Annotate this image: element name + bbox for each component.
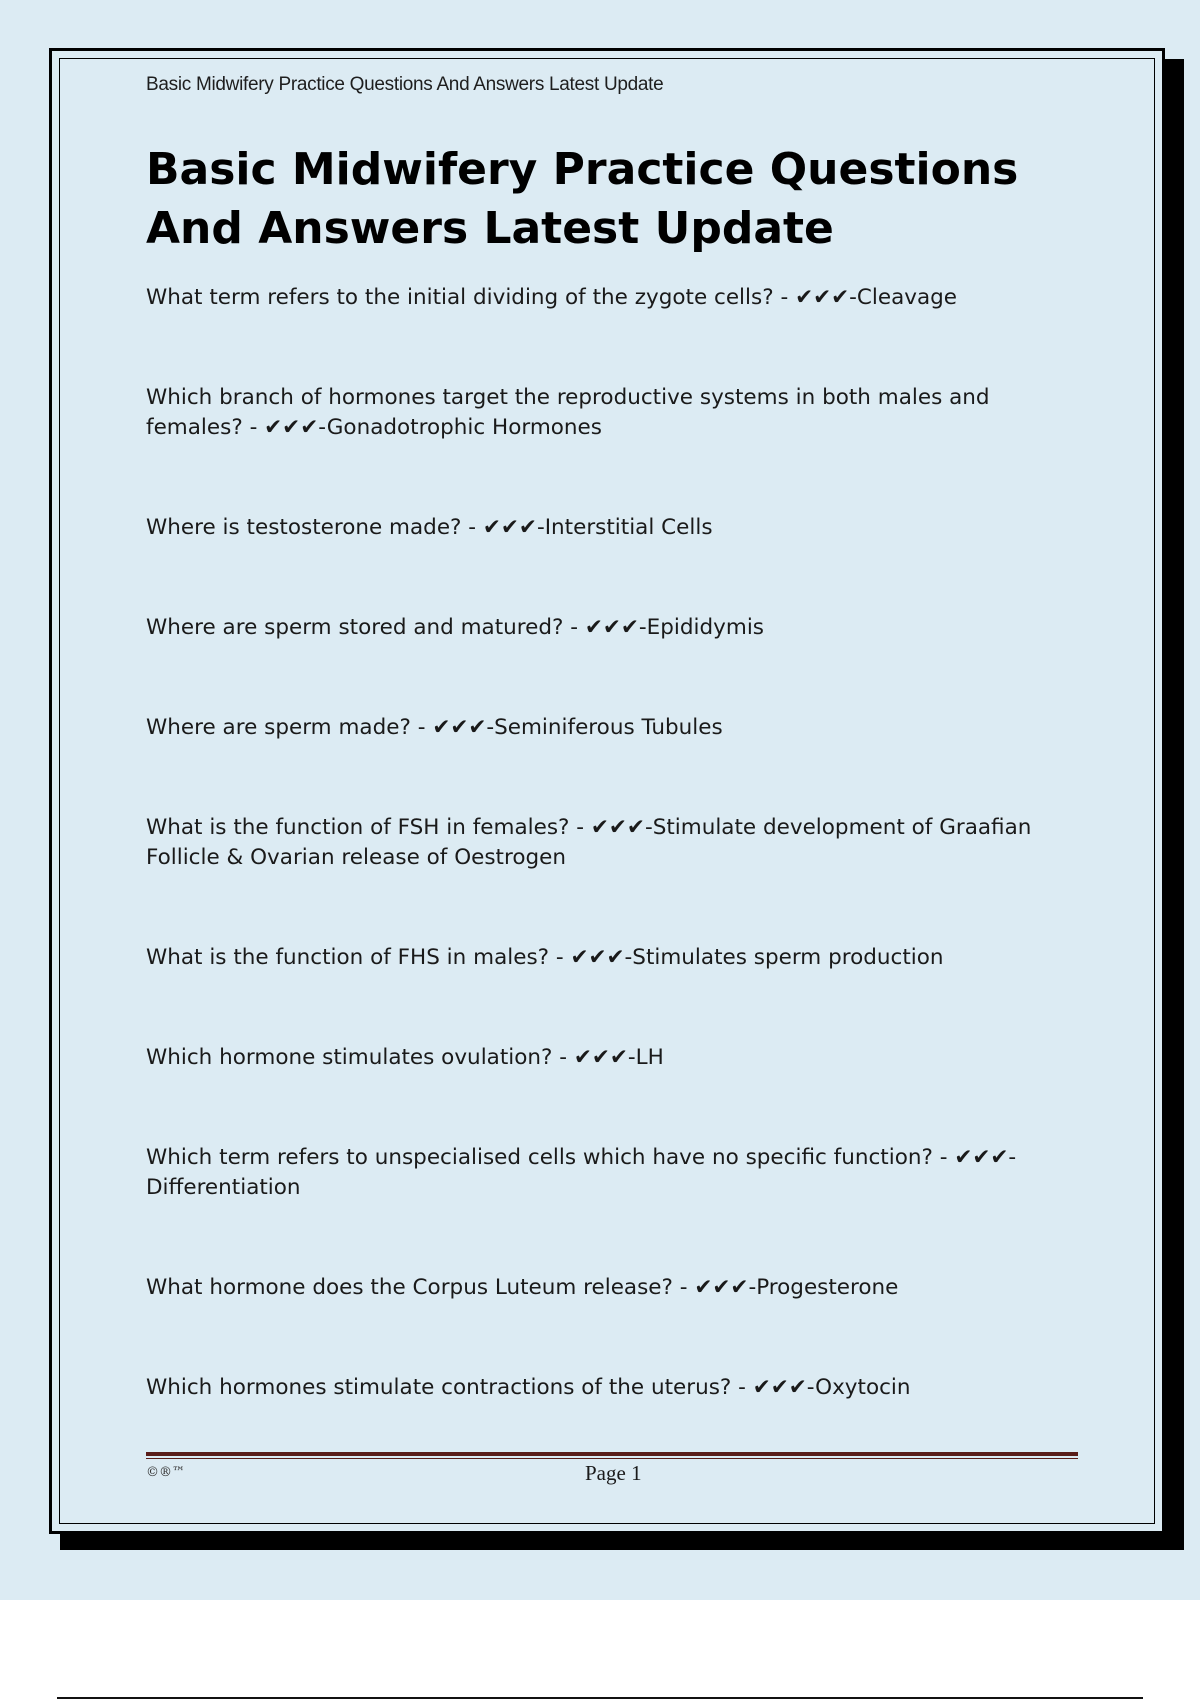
qa-item — [146, 1143, 1076, 1203]
check-marks: ✔✔✔ — [694, 1275, 749, 1300]
question-text: Which branch of hormones target the reproductive systems in both males and females? - — [146, 385, 990, 440]
answer-text: -LH — [627, 1045, 664, 1070]
check-marks: ✔✔✔ — [573, 1045, 628, 1070]
qa-item — [146, 713, 1076, 743]
document-title: Basic Midwifery Practice Questions And Answers Latest Update — [146, 144, 1019, 254]
footer-rule-thin — [146, 1458, 1078, 1459]
qa-item — [146, 383, 1076, 443]
qa-list — [146, 283, 1076, 1473]
question-text: Where is testosterone made? - — [146, 515, 477, 540]
qa-item — [146, 1273, 1076, 1303]
question-text: Which term refers to unspecialised cells which have no specific function? - — [146, 1145, 948, 1170]
check-marks: ✔✔✔ — [482, 515, 537, 540]
qa-item — [146, 283, 1076, 313]
next-page-divider — [57, 1697, 1143, 1699]
check-marks: ✔✔✔ — [954, 1145, 1009, 1170]
question-text: Where are sperm stored and matured? - — [146, 615, 579, 640]
qa-item — [146, 613, 1076, 643]
answer-text: -Stimulates sperm production — [624, 945, 944, 970]
answer-text: -Cleavage — [849, 285, 958, 310]
footer-rule-thick — [146, 1452, 1078, 1456]
qa-item — [146, 1373, 1076, 1403]
page-number: Page 1 — [585, 1461, 642, 1485]
qa-item — [146, 813, 1076, 873]
check-marks: ✔✔✔ — [752, 1375, 807, 1400]
question-text: Where are sperm made? - — [146, 715, 426, 740]
answer-text: -Differentiation — [146, 1145, 1017, 1200]
question-text: What term refers to the initial dividing of the zygote cells? - — [146, 285, 789, 310]
footer-rule — [146, 1452, 1078, 1459]
footer-trademark-symbols: ©®™ — [146, 1465, 185, 1480]
question-text: Which hormones stimulate contractions of the uterus? - — [146, 1375, 746, 1400]
check-marks: ✔✔✔ — [432, 715, 487, 740]
check-marks: ✔✔✔ — [795, 285, 850, 310]
answer-text: -Gonadotrophic Hormones — [318, 415, 602, 440]
running-header: Basic Midwifery Practice Questions And Answers Latest Update — [146, 74, 664, 95]
question-text: What is the function of FHS in males? - — [146, 945, 564, 970]
question-text: Which hormone stimulates ovulation? - — [146, 1045, 568, 1070]
answer-text: -Progesterone — [748, 1275, 899, 1300]
answer-text: -Seminiferous Tubules — [486, 715, 723, 740]
qa-item — [146, 1043, 1076, 1073]
qa-item — [146, 943, 1076, 973]
question-text: What is the function of FSH in females? - — [146, 815, 585, 840]
check-marks: ✔✔✔ — [264, 415, 319, 440]
check-marks: ✔✔✔ — [584, 615, 639, 640]
qa-item — [146, 513, 1076, 543]
check-marks: ✔✔✔ — [570, 945, 625, 970]
check-marks: ✔✔✔ — [590, 815, 645, 840]
answer-text: -Interstitial Cells — [536, 515, 713, 540]
answer-text: -Epididymis — [638, 615, 764, 640]
question-text: What hormone does the Corpus Luteum release? - — [146, 1275, 688, 1300]
answer-text: -Oxytocin — [806, 1375, 911, 1400]
answer-text: -Stimulate development of Graafian Follicle & Ovarian release of Oestrogen — [146, 815, 1032, 870]
